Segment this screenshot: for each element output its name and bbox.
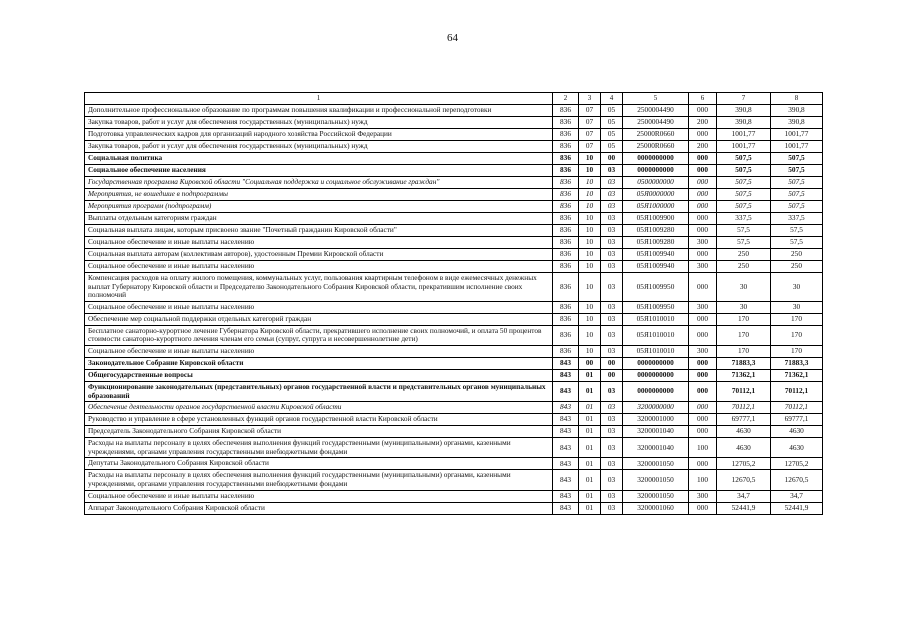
row-c8-cell: 250 xyxy=(771,249,823,261)
row-c6-cell: 000 xyxy=(689,273,717,302)
row-c5-cell: 25000R0660 xyxy=(623,141,689,153)
row-c7-cell: 12705,2 xyxy=(717,458,771,470)
row-c3-cell: 01 xyxy=(579,458,601,470)
row-c6-cell: 000 xyxy=(689,225,717,237)
row-c5-cell: 0000000000 xyxy=(623,165,689,177)
column-number-cell: 5 xyxy=(623,93,689,105)
row-c3-cell: 01 xyxy=(579,438,601,458)
column-number-cell: 8 xyxy=(771,93,823,105)
table-row xyxy=(85,117,823,129)
row-c6-cell: 000 xyxy=(689,153,717,165)
table-row xyxy=(85,414,823,426)
row-c8-cell: 507,5 xyxy=(771,153,823,165)
row-c2-cell: 836 xyxy=(553,105,579,117)
row-c6-cell: 000 xyxy=(689,325,717,345)
table-row xyxy=(85,370,823,382)
row-c8-cell: 170 xyxy=(771,346,823,358)
row-c7-cell: 337,5 xyxy=(717,213,771,225)
row-c2-cell: 836 xyxy=(553,346,579,358)
row-c3-cell: 01 xyxy=(579,402,601,414)
row-name-cell: Социальная политика xyxy=(85,153,553,165)
row-c6-cell: 300 xyxy=(689,490,717,502)
row-c6-cell: 000 xyxy=(689,414,717,426)
row-c3-cell: 10 xyxy=(579,165,601,177)
row-c4-cell: 05 xyxy=(601,141,623,153)
row-c2-cell: 843 xyxy=(553,358,579,370)
row-c3-cell: 07 xyxy=(579,129,601,141)
row-name-cell: Компенсация расходов на оплату жилого помещения, коммунальных услуг, пользования квартирным телефоном в виде ежемесячных денежных выплат Губернатору Кировской области и Председателю Законодательного Собрания Кировской области, прекратившим исполнение своих полномочий xyxy=(85,273,553,302)
row-name-cell: Обеспечение мер социальной поддержки отдельных категорий граждан xyxy=(85,313,553,325)
row-c7-cell: 507,5 xyxy=(717,165,771,177)
row-c5-cell: 05Я1009940 xyxy=(623,249,689,261)
row-c5-cell: 0000000000 xyxy=(623,370,689,382)
row-c7-cell: 30 xyxy=(717,301,771,313)
table-row xyxy=(85,438,823,458)
row-c6-cell: 200 xyxy=(689,117,717,129)
table-row xyxy=(85,346,823,358)
row-name-cell: Мероприятия, не вошедшие в подпрограммы xyxy=(85,189,553,201)
budget-table xyxy=(84,92,823,515)
row-c6-cell: 300 xyxy=(689,346,717,358)
row-c7-cell: 1001,77 xyxy=(717,129,771,141)
row-c8-cell: 507,5 xyxy=(771,165,823,177)
table-row xyxy=(85,502,823,514)
row-c7-cell: 70112,1 xyxy=(717,402,771,414)
row-c8-cell: 4630 xyxy=(771,438,823,458)
row-c8-cell: 1001,77 xyxy=(771,141,823,153)
row-c2-cell: 836 xyxy=(553,189,579,201)
row-c7-cell: 70112,1 xyxy=(717,382,771,402)
row-c4-cell: 00 xyxy=(601,358,623,370)
row-c2-cell: 836 xyxy=(553,129,579,141)
row-c6-cell: 000 xyxy=(689,165,717,177)
row-c3-cell: 10 xyxy=(579,249,601,261)
row-c7-cell: 71362,1 xyxy=(717,370,771,382)
row-c2-cell: 843 xyxy=(553,502,579,514)
row-c8-cell: 507,5 xyxy=(771,201,823,213)
row-c2-cell: 836 xyxy=(553,177,579,189)
row-name-cell: Расходы на выплаты персоналу в целях обеспечения выполнения функций государственными (муниципальными) органами, казенными учреждениями, органами управления государственными внебюджетными фондами xyxy=(85,438,553,458)
row-c7-cell: 34,7 xyxy=(717,490,771,502)
row-c2-cell: 836 xyxy=(553,237,579,249)
row-c4-cell: 03 xyxy=(601,490,623,502)
row-c3-cell: 01 xyxy=(579,470,601,490)
table-row xyxy=(85,213,823,225)
row-c5-cell: 3200000000 xyxy=(623,402,689,414)
row-c2-cell: 836 xyxy=(553,165,579,177)
row-c5-cell: 05Я1010010 xyxy=(623,313,689,325)
row-c3-cell: 01 xyxy=(579,382,601,402)
row-c8-cell: 70112,1 xyxy=(771,402,823,414)
row-c8-cell: 52441,9 xyxy=(771,502,823,514)
row-name-cell: Аппарат Законодательного Собрания Кировской области xyxy=(85,502,553,514)
row-c5-cell: 3200001050 xyxy=(623,490,689,502)
table-row xyxy=(85,177,823,189)
row-name-cell: Выплаты отдельным категориям граждан xyxy=(85,213,553,225)
row-c8-cell: 170 xyxy=(771,325,823,345)
row-c5-cell: 3200001040 xyxy=(623,426,689,438)
row-c4-cell: 03 xyxy=(601,273,623,302)
row-c7-cell: 170 xyxy=(717,313,771,325)
table-row xyxy=(85,426,823,438)
row-c7-cell: 52441,9 xyxy=(717,502,771,514)
row-c8-cell: 4630 xyxy=(771,426,823,438)
row-c8-cell: 390,8 xyxy=(771,105,823,117)
row-c3-cell: 10 xyxy=(579,325,601,345)
row-c3-cell: 07 xyxy=(579,141,601,153)
row-c4-cell: 03 xyxy=(601,301,623,313)
row-c8-cell: 71883,3 xyxy=(771,358,823,370)
row-c8-cell: 71362,1 xyxy=(771,370,823,382)
row-c8-cell: 57,5 xyxy=(771,225,823,237)
row-c3-cell: 10 xyxy=(579,153,601,165)
row-c4-cell: 00 xyxy=(601,370,623,382)
row-name-cell: Социальное обеспечение и иные выплаты населению xyxy=(85,346,553,358)
table-row xyxy=(85,261,823,273)
row-c3-cell: 10 xyxy=(579,273,601,302)
row-c7-cell: 507,5 xyxy=(717,201,771,213)
row-c3-cell: 10 xyxy=(579,189,601,201)
table-row xyxy=(85,165,823,177)
row-c2-cell: 843 xyxy=(553,426,579,438)
row-c6-cell: 300 xyxy=(689,301,717,313)
row-name-cell: Социальное обеспечение населения xyxy=(85,165,553,177)
row-c5-cell: 0000000000 xyxy=(623,382,689,402)
column-number-row xyxy=(85,93,823,105)
row-name-cell: Руководство и управление в сфере установленных функций органов государственной власти Кировской области xyxy=(85,414,553,426)
row-c6-cell: 000 xyxy=(689,358,717,370)
row-c8-cell: 30 xyxy=(771,273,823,302)
row-c5-cell: 3200001040 xyxy=(623,438,689,458)
row-c8-cell: 337,5 xyxy=(771,213,823,225)
table-row xyxy=(85,189,823,201)
row-c6-cell: 000 xyxy=(689,189,717,201)
row-c2-cell: 843 xyxy=(553,438,579,458)
row-c5-cell: 2500004490 xyxy=(623,117,689,129)
column-number-cell: 2 xyxy=(553,93,579,105)
row-c8-cell: 507,5 xyxy=(771,189,823,201)
row-c4-cell: 05 xyxy=(601,129,623,141)
column-number-cell: 3 xyxy=(579,93,601,105)
row-c6-cell: 000 xyxy=(689,502,717,514)
row-c2-cell: 843 xyxy=(553,382,579,402)
row-c6-cell: 100 xyxy=(689,438,717,458)
row-name-cell: Мероприятия программ (подпрограмм) xyxy=(85,201,553,213)
row-c3-cell: 10 xyxy=(579,225,601,237)
row-name-cell: Социальное обеспечение и иные выплаты населению xyxy=(85,261,553,273)
row-c4-cell: 05 xyxy=(601,105,623,117)
row-c7-cell: 57,5 xyxy=(717,225,771,237)
row-c2-cell: 836 xyxy=(553,301,579,313)
row-c2-cell: 843 xyxy=(553,414,579,426)
table-row xyxy=(85,382,823,402)
row-c4-cell: 03 xyxy=(601,213,623,225)
table-row xyxy=(85,105,823,117)
row-c2-cell: 836 xyxy=(553,117,579,129)
row-c5-cell: 05Я1009280 xyxy=(623,225,689,237)
row-c5-cell: 3200001050 xyxy=(623,458,689,470)
table-row xyxy=(85,273,823,302)
column-number-cell: 1 xyxy=(85,93,553,105)
row-c7-cell: 507,5 xyxy=(717,153,771,165)
row-c4-cell: 00 xyxy=(601,153,623,165)
table-row xyxy=(85,402,823,414)
row-c8-cell: 507,5 xyxy=(771,177,823,189)
row-c5-cell: 3200001050 xyxy=(623,470,689,490)
row-c3-cell: 10 xyxy=(579,261,601,273)
row-c2-cell: 836 xyxy=(553,153,579,165)
table-row xyxy=(85,470,823,490)
row-c3-cell: 10 xyxy=(579,177,601,189)
row-c6-cell: 000 xyxy=(689,382,717,402)
row-c2-cell: 836 xyxy=(553,201,579,213)
table-row xyxy=(85,313,823,325)
row-c3-cell: 07 xyxy=(579,105,601,117)
row-c7-cell: 250 xyxy=(717,249,771,261)
row-c7-cell: 71883,3 xyxy=(717,358,771,370)
row-c5-cell: 05Я1009940 xyxy=(623,261,689,273)
row-c5-cell: 3200001060 xyxy=(623,502,689,514)
table-row xyxy=(85,141,823,153)
row-c3-cell: 01 xyxy=(579,502,601,514)
column-number-cell: 7 xyxy=(717,93,771,105)
row-c4-cell: 03 xyxy=(601,346,623,358)
row-c6-cell: 000 xyxy=(689,370,717,382)
row-name-cell: Председатель Законодательного Собрания Кировской области xyxy=(85,426,553,438)
row-c5-cell: 3200001000 xyxy=(623,414,689,426)
row-c6-cell: 300 xyxy=(689,237,717,249)
row-c2-cell: 843 xyxy=(553,470,579,490)
row-name-cell: Обеспечение деятельности органов государственной власти Кировской области xyxy=(85,402,553,414)
row-c5-cell: 0000000000 xyxy=(623,153,689,165)
row-c4-cell: 03 xyxy=(601,382,623,402)
row-name-cell: Закупка товаров, работ и услуг для обеспечения государственных (муниципальных) нужд xyxy=(85,117,553,129)
row-c7-cell: 170 xyxy=(717,346,771,358)
row-c8-cell: 12705,2 xyxy=(771,458,823,470)
row-c4-cell: 03 xyxy=(601,325,623,345)
row-c6-cell: 000 xyxy=(689,129,717,141)
row-name-cell: Государственная программа Кировской области "Социальная поддержка и социальное обслуживание граждан" xyxy=(85,177,553,189)
row-c8-cell: 70112,1 xyxy=(771,382,823,402)
row-c2-cell: 836 xyxy=(553,249,579,261)
row-c7-cell: 507,5 xyxy=(717,189,771,201)
row-c3-cell: 10 xyxy=(579,237,601,249)
row-c6-cell: 000 xyxy=(689,402,717,414)
row-c8-cell: 170 xyxy=(771,313,823,325)
row-c4-cell: 03 xyxy=(601,237,623,249)
row-name-cell: Бесплатное санаторно-курортное лечение Губернатора Кировской области, прекратившего исполнение своих полномочий, и оплата 50 процентов стоимости санаторно-курортного лечения членам его семьи (супруг, супруга и несовершеннолетние дети) xyxy=(85,325,553,345)
row-c2-cell: 843 xyxy=(553,490,579,502)
row-c4-cell: 03 xyxy=(601,249,623,261)
row-c7-cell: 12670,5 xyxy=(717,470,771,490)
row-c3-cell: 10 xyxy=(579,313,601,325)
table-row xyxy=(85,249,823,261)
row-c8-cell: 30 xyxy=(771,301,823,313)
row-c6-cell: 000 xyxy=(689,213,717,225)
row-c3-cell: 01 xyxy=(579,490,601,502)
row-c6-cell: 300 xyxy=(689,261,717,273)
row-c3-cell: 10 xyxy=(579,301,601,313)
row-c6-cell: 100 xyxy=(689,470,717,490)
budget-table-container xyxy=(84,92,822,515)
row-c7-cell: 170 xyxy=(717,325,771,345)
row-c4-cell: 03 xyxy=(601,414,623,426)
row-name-cell: Расходы на выплаты персоналу в целях обеспечения выполнения функций государственными (муниципальными) органами, казенными учреждениями, органами управления государственными внебюджетными фондами xyxy=(85,470,553,490)
row-c5-cell: 05Я1009280 xyxy=(623,237,689,249)
row-c8-cell: 34,7 xyxy=(771,490,823,502)
row-c6-cell: 000 xyxy=(689,177,717,189)
table-row xyxy=(85,129,823,141)
row-name-cell: Закупка товаров, работ и услуг для обеспечения государственных (муниципальных) нужд xyxy=(85,141,553,153)
page-number: 64 xyxy=(447,32,458,44)
row-c6-cell: 000 xyxy=(689,105,717,117)
budget-table-body xyxy=(85,93,823,515)
row-c5-cell: 05Я1009950 xyxy=(623,273,689,302)
row-c8-cell: 69777,1 xyxy=(771,414,823,426)
row-name-cell: Депутаты Законодательного Собрания Кировской области xyxy=(85,458,553,470)
table-row xyxy=(85,153,823,165)
row-c7-cell: 4630 xyxy=(717,438,771,458)
row-name-cell: Законодательное Собрание Кировской области xyxy=(85,358,553,370)
row-c7-cell: 390,8 xyxy=(717,117,771,129)
row-name-cell: Функционирование законодательных (представительных) органов государственной власти и представительных органов муниципальных образований xyxy=(85,382,553,402)
row-c6-cell: 000 xyxy=(689,249,717,261)
table-row xyxy=(85,490,823,502)
row-c8-cell: 390,8 xyxy=(771,117,823,129)
row-c4-cell: 03 xyxy=(601,438,623,458)
row-c8-cell: 57,5 xyxy=(771,237,823,249)
row-c5-cell: 05Я1010010 xyxy=(623,346,689,358)
row-name-cell: Общегосударственные вопросы xyxy=(85,370,553,382)
row-c7-cell: 4630 xyxy=(717,426,771,438)
row-c3-cell: 10 xyxy=(579,346,601,358)
row-c4-cell: 03 xyxy=(601,261,623,273)
row-c4-cell: 03 xyxy=(601,177,623,189)
row-c3-cell: 01 xyxy=(579,414,601,426)
row-c3-cell: 01 xyxy=(579,370,601,382)
row-c8-cell: 1001,77 xyxy=(771,129,823,141)
row-c4-cell: 03 xyxy=(601,470,623,490)
row-c3-cell: 07 xyxy=(579,117,601,129)
row-c5-cell: 05Я1010010 xyxy=(623,325,689,345)
row-c6-cell: 200 xyxy=(689,141,717,153)
row-c4-cell: 03 xyxy=(601,165,623,177)
row-c2-cell: 836 xyxy=(553,261,579,273)
table-row xyxy=(85,301,823,313)
column-number-cell: 4 xyxy=(601,93,623,105)
table-row xyxy=(85,458,823,470)
row-c2-cell: 836 xyxy=(553,213,579,225)
column-number-cell: 6 xyxy=(689,93,717,105)
row-c2-cell: 843 xyxy=(553,402,579,414)
row-c2-cell: 836 xyxy=(553,313,579,325)
row-c7-cell: 30 xyxy=(717,273,771,302)
row-c3-cell: 10 xyxy=(579,201,601,213)
row-name-cell: Социальное обеспечение и иные выплаты населению xyxy=(85,490,553,502)
row-c5-cell: 2500004490 xyxy=(623,105,689,117)
row-c4-cell: 03 xyxy=(601,426,623,438)
row-c2-cell: 843 xyxy=(553,370,579,382)
row-c7-cell: 1001,77 xyxy=(717,141,771,153)
row-c5-cell: 05Я1009900 xyxy=(623,213,689,225)
row-c5-cell: 0500000000 xyxy=(623,177,689,189)
row-name-cell: Социальное обеспечение и иные выплаты населению xyxy=(85,237,553,249)
row-c4-cell: 03 xyxy=(601,458,623,470)
row-c6-cell: 000 xyxy=(689,201,717,213)
row-c6-cell: 000 xyxy=(689,458,717,470)
row-name-cell: Социальная выплата авторам (коллективам авторов), удостоенным Премии Кировской области xyxy=(85,249,553,261)
row-c2-cell: 843 xyxy=(553,458,579,470)
row-c4-cell: 03 xyxy=(601,225,623,237)
row-c5-cell: 25000R0660 xyxy=(623,129,689,141)
row-c4-cell: 03 xyxy=(601,201,623,213)
row-c3-cell: 01 xyxy=(579,426,601,438)
row-c4-cell: 03 xyxy=(601,189,623,201)
table-row xyxy=(85,225,823,237)
row-c7-cell: 69777,1 xyxy=(717,414,771,426)
row-c5-cell: 0000000000 xyxy=(623,358,689,370)
row-c7-cell: 57,5 xyxy=(717,237,771,249)
row-c5-cell: 05Я0000000 xyxy=(623,189,689,201)
row-c5-cell: 05Я1000000 xyxy=(623,201,689,213)
row-c2-cell: 836 xyxy=(553,325,579,345)
row-c4-cell: 03 xyxy=(601,402,623,414)
row-c8-cell: 12670,5 xyxy=(771,470,823,490)
table-row xyxy=(85,358,823,370)
row-name-cell: Социальное обеспечение и иные выплаты населению xyxy=(85,301,553,313)
row-c6-cell: 000 xyxy=(689,313,717,325)
row-c2-cell: 836 xyxy=(553,225,579,237)
row-c6-cell: 000 xyxy=(689,426,717,438)
row-c8-cell: 250 xyxy=(771,261,823,273)
row-c3-cell: 00 xyxy=(579,358,601,370)
row-c7-cell: 390,8 xyxy=(717,105,771,117)
table-row xyxy=(85,325,823,345)
row-c4-cell: 03 xyxy=(601,502,623,514)
row-name-cell: Подготовка управленческих кадров для организаций народного хозяйства Российской Федерации xyxy=(85,129,553,141)
row-name-cell: Социальная выплата лицам, которым присвоено звание "Почетный гражданин Кировской области" xyxy=(85,225,553,237)
row-c2-cell: 836 xyxy=(553,273,579,302)
row-c3-cell: 10 xyxy=(579,213,601,225)
row-c7-cell: 250 xyxy=(717,261,771,273)
table-row xyxy=(85,201,823,213)
row-c4-cell: 03 xyxy=(601,313,623,325)
table-row xyxy=(85,237,823,249)
row-c2-cell: 836 xyxy=(553,141,579,153)
row-c7-cell: 507,5 xyxy=(717,177,771,189)
row-name-cell: Дополнительное профессиональное образование по программам повышения квалификации и профессиональной переподготовки xyxy=(85,105,553,117)
row-c4-cell: 05 xyxy=(601,117,623,129)
row-c5-cell: 05Я1009950 xyxy=(623,301,689,313)
